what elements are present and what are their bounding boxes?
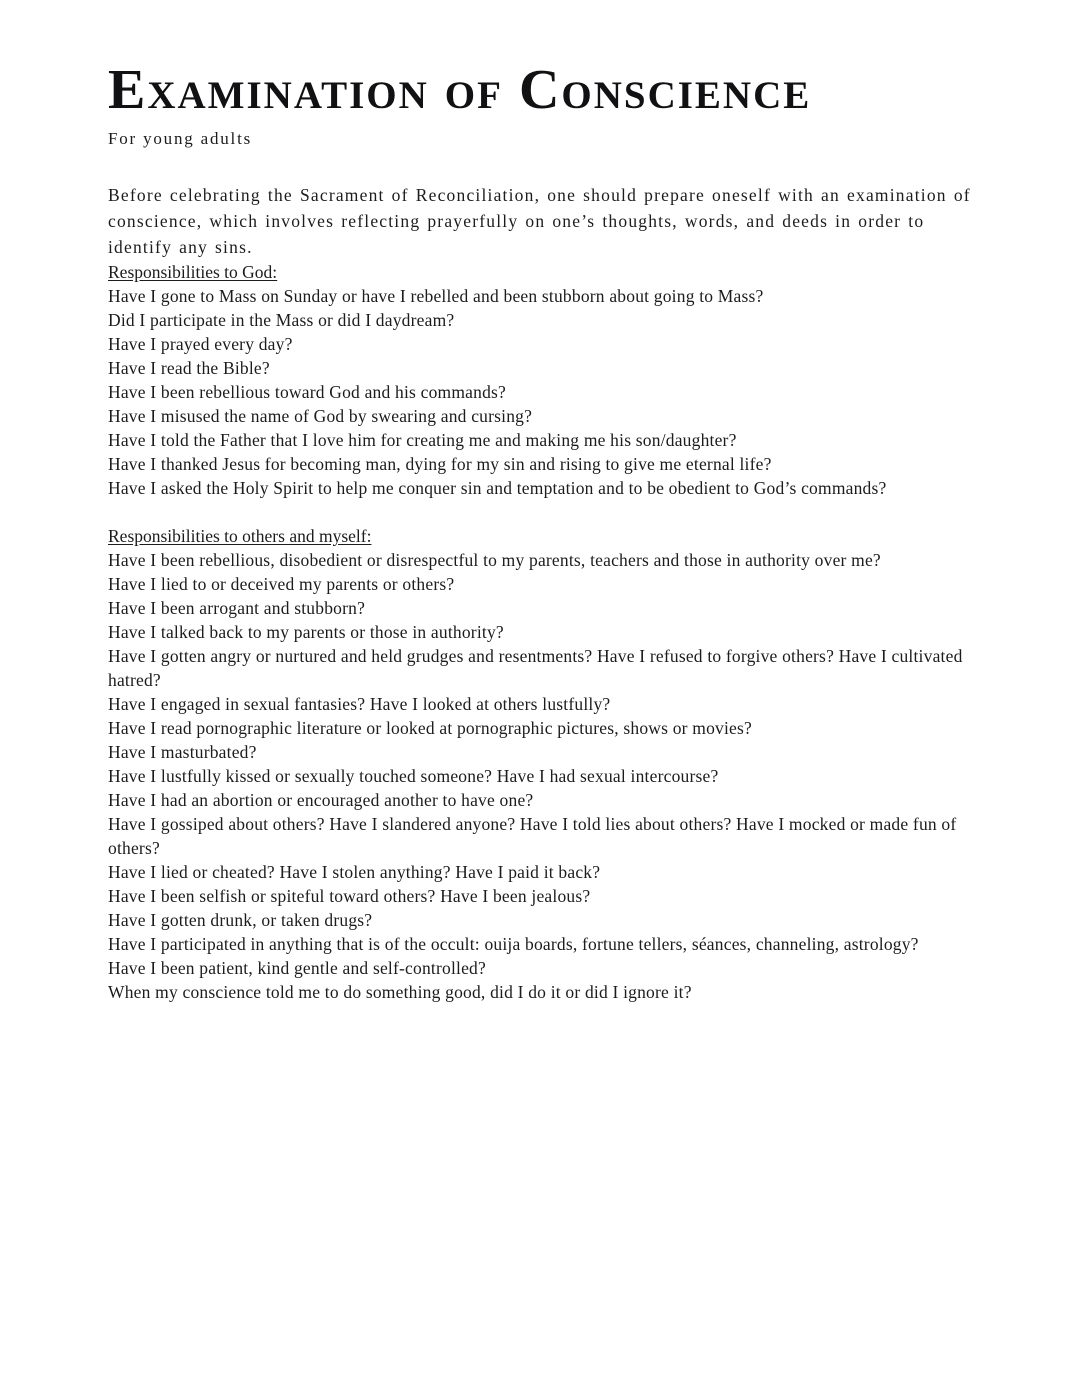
question-line: Have I had an abortion or encouraged another to have one? (108, 790, 534, 810)
question-line: Have I told the Father that I love him for creating me and making me his son/daughter? (108, 430, 737, 450)
section-responsibilities-to-god (108, 260, 976, 500)
question-line: Have I been arrogant and stubborn? (108, 598, 366, 618)
page-subtitle: For young adults (108, 129, 253, 148)
question-line: Have I read the Bible? (108, 358, 270, 378)
question-line: Have I lied or cheated? Have I stolen anything? Have I paid it back? (108, 862, 601, 882)
question-line: Did I participate in the Mass or did I daydream? (108, 310, 455, 330)
section-heading-god: Responsibilities to God: (108, 262, 278, 282)
question-line: Have I thanked Jesus for becoming man, dying for my sin and rising to give me eternal life? (108, 454, 772, 474)
section-heading-others: Responsibilities to others and myself: (108, 526, 372, 546)
section-responsibilities-to-others (108, 524, 976, 1004)
question-line: Have I talked back to my parents or those in authority? (108, 622, 504, 642)
question-line: Have I gone to Mass on Sunday or have I rebelled and been stubborn about going to Mass? (108, 286, 764, 306)
intro-paragraph: Before celebrating the Sacrament of Reconciliation, one should prepare oneself with an examination of conscience, which involves reflecting prayerfully on one’s thoughts, words, and deeds in order to identify any sins. (108, 185, 971, 257)
question-line: Have I engaged in sexual fantasies? Have I looked at others lustfully? (108, 694, 611, 714)
question-line: When my conscience told me to do something good, did I do it or did I ignore it? (108, 982, 692, 1002)
question-line: Have I been patient, kind gentle and self-controlled? (108, 958, 486, 978)
page-title: Examination of Conscience (108, 59, 812, 121)
question-line: Have I masturbated? (108, 742, 257, 762)
question-line: Have I been rebellious toward God and his commands? (108, 382, 507, 402)
question-line: Have I prayed every day? (108, 334, 293, 354)
question-line: Have I lustfully kissed or sexually touched someone? Have I had sexual intercourse? (108, 766, 719, 786)
question-line: Have I participated in anything that is of the occult: ouija boards, fortune tellers, séances, channeling, astrology? (108, 934, 919, 954)
question-line: Have I gossiped about others? Have I slandered anyone? Have I told lies about others? Have I mocked or made fun of others? (108, 814, 957, 858)
question-line: Have I read pornographic literature or looked at pornographic pictures, shows or movies? (108, 718, 752, 738)
question-line: Have I been selfish or spiteful toward others? Have I been jealous? (108, 886, 591, 906)
question-line: Have I asked the Holy Spirit to help me conquer sin and temptation and to be obedient to God’s commands? (108, 478, 887, 498)
question-line: Have I gotten drunk, or taken drugs? (108, 910, 373, 930)
question-line: Have I been rebellious, disobedient or disrespectful to my parents, teachers and those in authority over me? (108, 550, 881, 570)
question-line: Have I misused the name of God by swearing and cursing? (108, 406, 533, 426)
question-line: Have I lied to or deceived my parents or others? (108, 574, 455, 594)
question-line: Have I gotten angry or nurtured and held grudges and resentments? Have I refused to forgive others? Have I cultivated hatred? (108, 646, 963, 690)
